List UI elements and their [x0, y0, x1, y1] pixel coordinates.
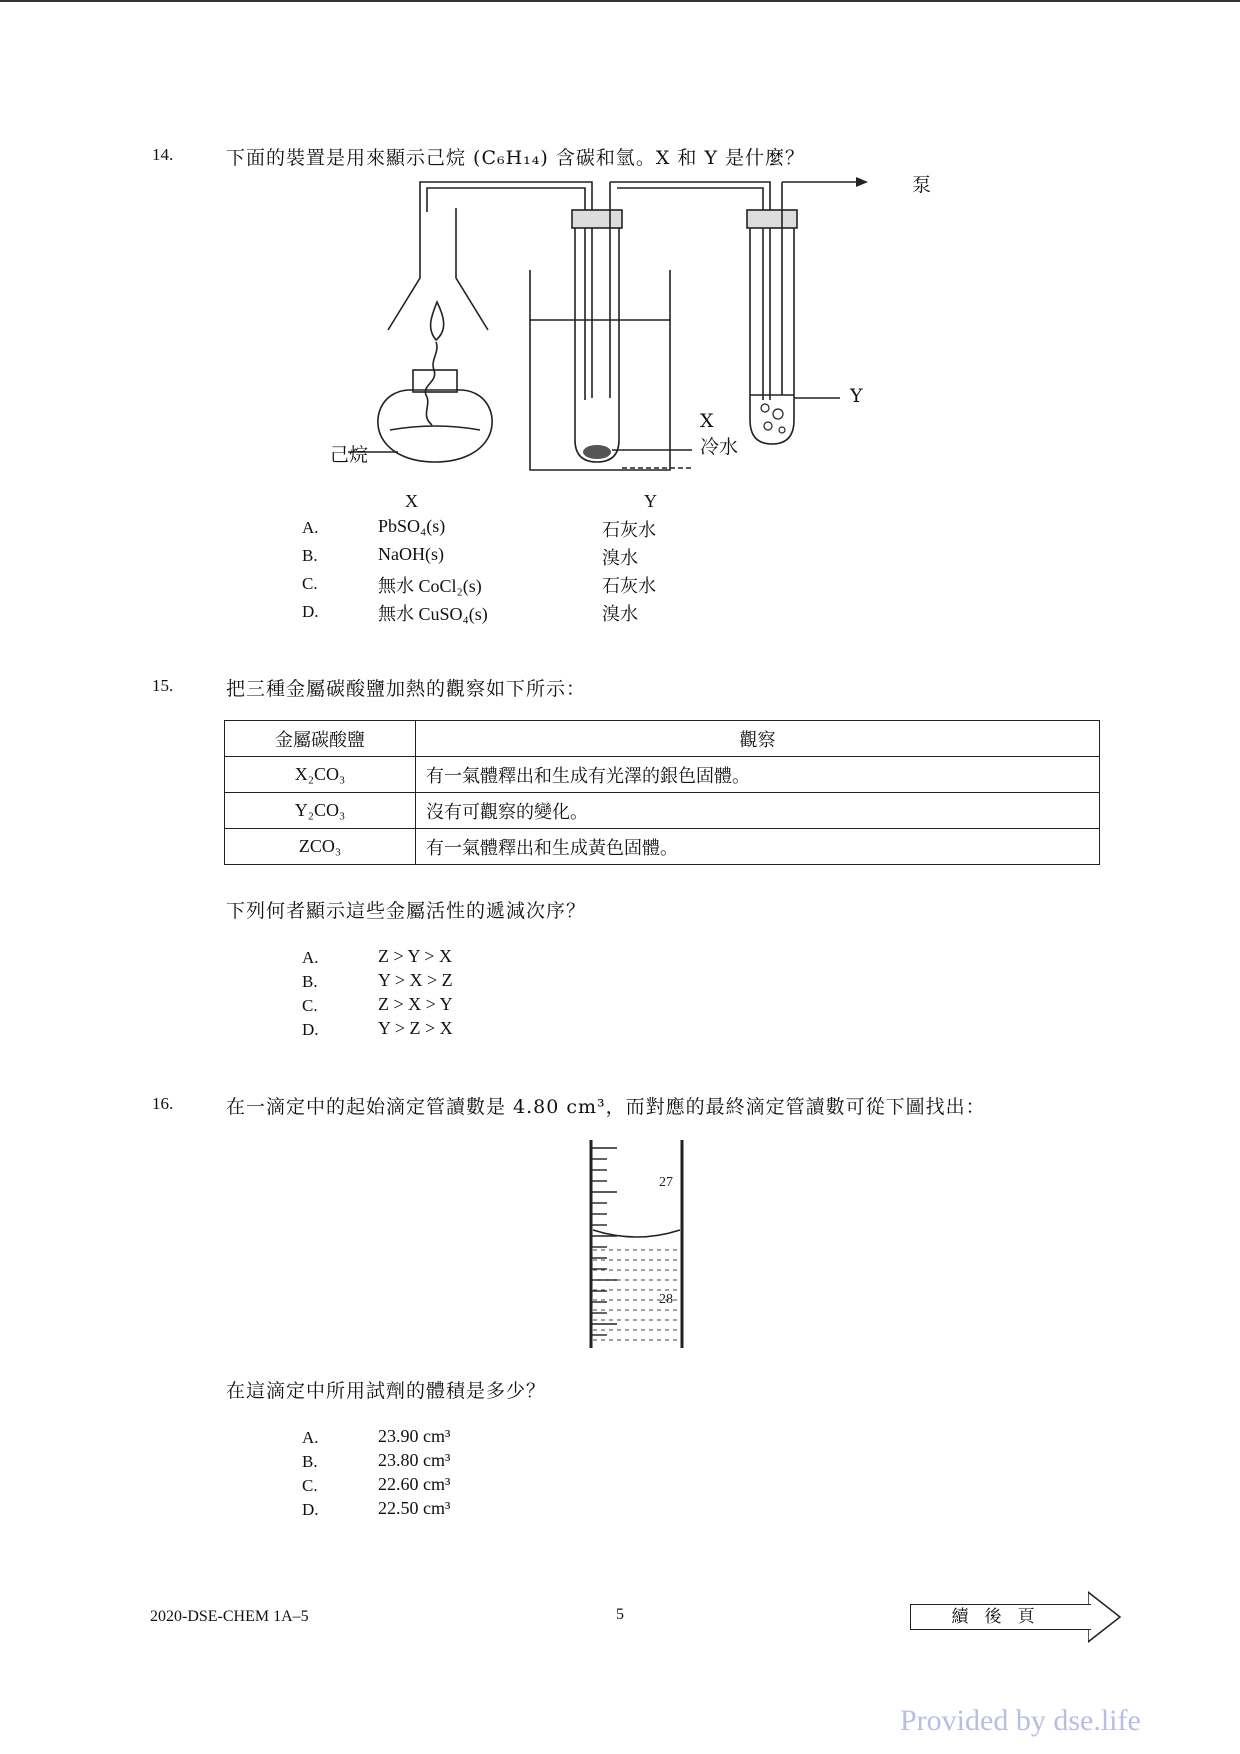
- q14-option-x: 無水 CoCl₂(s): [378, 576, 482, 596]
- bubbles: [761, 404, 785, 433]
- q14-option-letter[interactable]: D.: [302, 602, 319, 621]
- q16-option-letter[interactable]: A.: [302, 1428, 319, 1447]
- y-label: Y: [850, 385, 863, 407]
- paper-code: 2020-DSE-CHEM 1A–5: [150, 1608, 309, 1625]
- q16-option-text: 22.50 cm³: [378, 1498, 451, 1518]
- q15-option-text: Z > Y > X: [378, 946, 452, 966]
- table-cell-observation: 有一氣體釋出和生成黃色固體。: [416, 829, 1100, 865]
- q14-option-y: 溴水: [602, 604, 638, 624]
- top-border: [0, 0, 1240, 2]
- q16-option-text: 22.60 cm³: [378, 1474, 451, 1494]
- table-cell-salt: ZCO₃: [225, 829, 416, 865]
- q16-option-letter[interactable]: D.: [302, 1500, 319, 1519]
- table-row: [225, 757, 1100, 793]
- stopper-1: [572, 210, 622, 228]
- burette-label-upper: 27: [659, 1175, 673, 1190]
- q15-option-letter[interactable]: A.: [302, 948, 319, 967]
- question-16-stem: 在一滴定中的起始滴定管讀數是 4.80 cm³，而對應的最終滴定管讀數可從下圖找出：: [226, 1096, 986, 1118]
- table-cell-salt: X₂CO₃: [225, 757, 416, 793]
- table-cell-observation: 有一氣體釋出和生成有光澤的銀色固體。: [416, 757, 1100, 793]
- continue-next-page: 續後頁: [910, 1604, 1091, 1630]
- test-tube-y: [750, 225, 794, 444]
- table-cell-observation: 沒有可觀察的變化。: [416, 793, 1100, 829]
- funnel-left: [388, 208, 420, 330]
- question-15-number: 15.: [152, 676, 174, 695]
- q14-option-x: NaOH(s): [378, 544, 444, 564]
- table-header-observation: 觀察: [416, 721, 1100, 757]
- table-row: [225, 793, 1100, 829]
- pump-arrow-head: [856, 177, 868, 187]
- table-row: [225, 829, 1100, 865]
- q16-option-letter[interactable]: B.: [302, 1452, 318, 1471]
- q14-option-y: 溴水: [602, 548, 638, 568]
- q14-option-y: 石灰水: [602, 576, 656, 596]
- q14-option-letter[interactable]: B.: [302, 546, 318, 565]
- q16-option-text: 23.80 cm³: [378, 1450, 451, 1470]
- stopper-2: [747, 210, 797, 228]
- page-number: 5: [616, 1606, 624, 1623]
- test-tube-x: [575, 225, 619, 462]
- table-header-row: [225, 721, 1100, 757]
- delivery-tube-inner: [427, 188, 585, 400]
- question-15-stem: 把三種金屬碳酸鹽加熱的觀察如下所示：: [226, 678, 587, 700]
- q16-option-letter[interactable]: C.: [302, 1476, 318, 1495]
- q15-option-letter[interactable]: B.: [302, 972, 318, 991]
- question-16-number: 16.: [152, 1094, 174, 1113]
- q15-option-text: Y > Z > X: [378, 1018, 453, 1038]
- q15-option-letter[interactable]: D.: [302, 1020, 319, 1039]
- delivery-tube-outer: [420, 182, 592, 398]
- q14-option-letter[interactable]: C.: [302, 574, 318, 593]
- cold-water-label: 冷水: [700, 436, 739, 458]
- q14-header-x: X: [405, 491, 418, 511]
- question-16-prompt: 在這滴定中所用試劑的體積是多少？: [226, 1380, 547, 1402]
- funnel-right: [456, 208, 488, 330]
- table-cell-salt: Y₂CO₃: [225, 793, 416, 829]
- q15-option-text: Y > X > Z: [378, 970, 453, 990]
- burette-diagram: [585, 1138, 690, 1350]
- flame: [431, 302, 444, 340]
- continue-arrow-icon: [1088, 1590, 1122, 1644]
- question-14-number: 14.: [152, 145, 174, 164]
- watermark: Provided by dse.life: [900, 1704, 1141, 1737]
- x-label: X: [700, 410, 714, 432]
- question-14-stem: 下面的裝置是用來顯示己烷 (C₆H₁₄) 含碳和氫。X 和 Y 是什麼？: [226, 147, 806, 169]
- table-header-salt: 金屬碳酸鹽: [225, 721, 416, 757]
- q14-option-y: 石灰水: [602, 520, 656, 540]
- q15-option-text: Z > X > Y: [378, 994, 453, 1014]
- connecting-tube-inner: [617, 188, 763, 400]
- pump-label: 泵: [912, 174, 932, 196]
- burette-label-lower: 28: [659, 1292, 673, 1307]
- wick: [433, 342, 437, 370]
- question-15-prompt: 下列何者顯示這些金屬活性的遞減次序？: [226, 900, 587, 922]
- q14-option-x: 無水 CuSO₄(s): [378, 604, 488, 624]
- carbonate-observation-table: [224, 720, 1100, 865]
- q14-option-letter[interactable]: A.: [302, 518, 319, 537]
- hexane-liquid-surface: [390, 426, 480, 430]
- beaker: [530, 270, 670, 470]
- substance-x: [583, 445, 611, 459]
- hexane-label: 己烷: [330, 444, 369, 466]
- q15-option-letter[interactable]: C.: [302, 996, 318, 1015]
- wick-in-flask: [425, 370, 434, 425]
- q14-option-x: PbSO₄(s): [378, 516, 446, 536]
- q16-option-text: 23.90 cm³: [378, 1426, 451, 1446]
- q14-header-y: Y: [644, 491, 657, 511]
- connecting-tube-outer: [610, 182, 770, 400]
- hexane-apparatus-diagram: [320, 170, 940, 480]
